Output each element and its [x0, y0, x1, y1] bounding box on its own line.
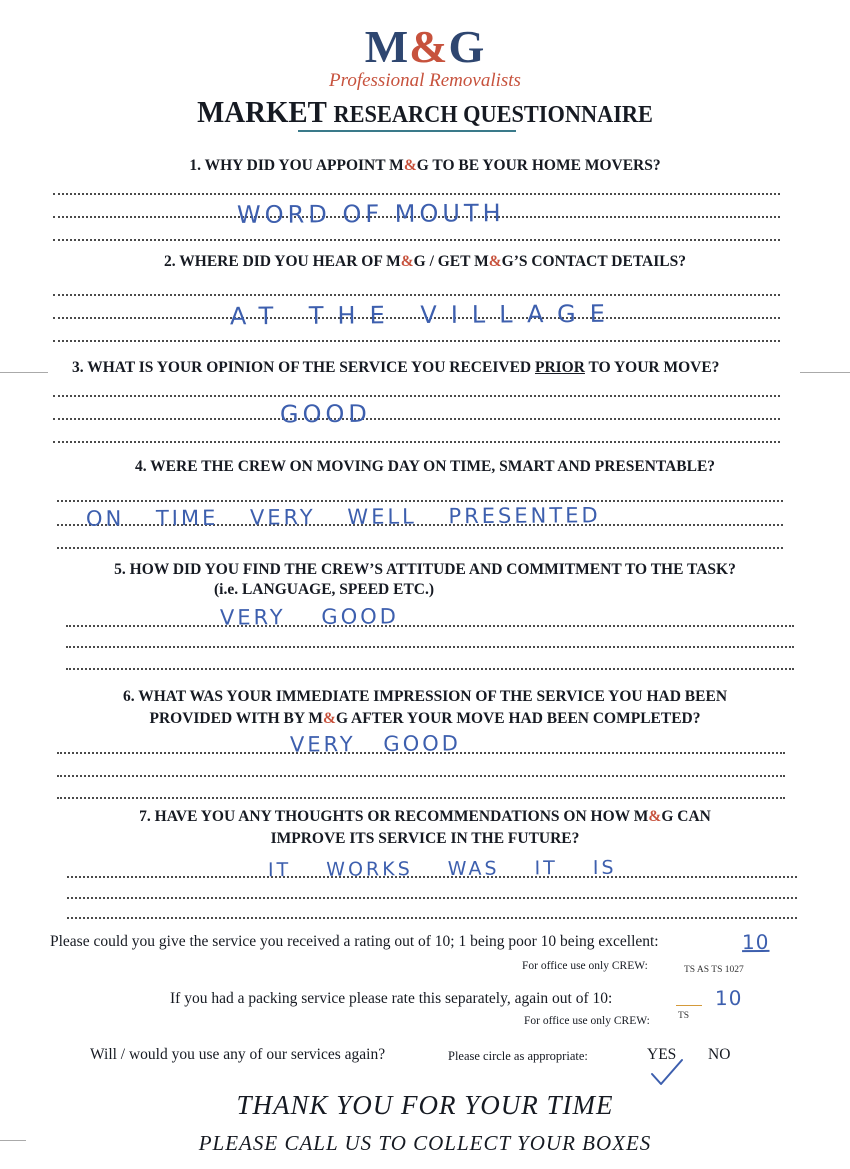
- question-7: 7. HAVE YOU ANY THOUGHTS OR RECOMMENDATIONS ON HOW M&G CAN: [139, 808, 711, 825]
- question-1: 1. WHY DID YOU APPOINT M&G TO BE YOUR HOME MOVERS?: [189, 157, 661, 174]
- question-6: 6. WHAT WAS YOUR IMMEDIATE IMPRESSION OF THE SERVICE YOU HAD BEEN: [122, 688, 728, 705]
- question-3: 3. WHAT IS YOUR OPINION OF THE SERVICE YOU RECEIVED PRIOR TO YOUR MOVE?: [72, 359, 720, 376]
- answer-line: [53, 193, 780, 195]
- check-mark-icon: [648, 1058, 688, 1088]
- reuse-yes-option[interactable]: YES: [647, 1046, 677, 1063]
- packing-rating-underline: [676, 1005, 702, 1006]
- answer-5[interactable]: VERY GOOD: [219, 604, 399, 630]
- answer-line: [57, 775, 785, 777]
- reuse-instruction: Please circle as appropriate:: [448, 1049, 588, 1063]
- answer-line: [53, 441, 780, 443]
- question-2: 2. WHERE DID YOU HEAR OF M&G / GET M&G’S CONTACT DETAILS?: [164, 253, 686, 270]
- answer-line: [53, 395, 780, 397]
- company-logo: M&G: [364, 21, 486, 72]
- scan-artifact-line: [0, 372, 48, 373]
- answer-line: [66, 668, 794, 670]
- answer-2[interactable]: AT THE VILLAGE: [229, 299, 619, 331]
- answer-3[interactable]: GOOD: [279, 399, 371, 429]
- answer-7[interactable]: IT WORKS WAS IT IS: [267, 856, 617, 882]
- office-use-label-2: For office use only CREW:: [524, 1015, 650, 1027]
- answer-line: [67, 897, 797, 899]
- reuse-no-option[interactable]: NO: [708, 1046, 731, 1063]
- answer-line: [53, 239, 780, 241]
- question-6-line2: PROVIDED WITH BY M&G AFTER YOUR MOVE HAD BEEN COMPLETED?: [149, 710, 701, 727]
- answer-line: [57, 547, 783, 549]
- office-use-value-2: TS: [678, 1011, 690, 1021]
- service-rating-value[interactable]: 10: [741, 929, 770, 955]
- answer-line: [53, 340, 780, 342]
- question-5-subtitle: (i.e. LANGUAGE, SPEED ETC.): [214, 581, 435, 598]
- collect-boxes-message: PLEASE CALL US TO COLLECT YOUR BOXES: [198, 1131, 652, 1155]
- thank-you-message: THANK YOU FOR YOUR TIME: [236, 1090, 614, 1120]
- answer-6[interactable]: VERY GOOD: [289, 731, 461, 757]
- office-use-value: TS AS TS 1027: [684, 965, 744, 975]
- question-4: 4. WERE THE CREW ON MOVING DAY ON TIME, SMART AND PRESENTABLE?: [134, 458, 716, 475]
- scan-artifact-line: [800, 372, 850, 373]
- title-underline: [298, 130, 516, 132]
- answer-line: [57, 500, 783, 502]
- packing-rating-question: If you had a packing service please rate this separately, again out of 10:: [170, 990, 613, 1007]
- service-rating-question: Please could you give the service you received a rating out of 10; 1 being poor 10 being excellent:: [50, 933, 659, 950]
- answer-4[interactable]: ON TIME VERY WELL PRESENTED: [85, 503, 601, 531]
- packing-rating-value[interactable]: 10: [714, 985, 743, 1011]
- answer-line: [66, 646, 794, 648]
- office-use-label: For office use only CREW:: [522, 960, 648, 972]
- question-7-line2: IMPROVE ITS SERVICE IN THE FUTURE?: [270, 830, 580, 847]
- question-5: 5. HOW DID YOU FIND THE CREW’S ATTITUDE AND COMMITMENT TO THE TASK?: [114, 561, 736, 578]
- answer-1[interactable]: WORD OF MOUTH: [236, 199, 505, 229]
- page-title: MARKET RESEARCH QUESTIONNAIRE: [197, 94, 653, 129]
- answer-line: [53, 294, 780, 296]
- company-tagline: Professional Removalists: [329, 70, 521, 91]
- answer-line: [57, 797, 785, 799]
- answer-line: [53, 418, 780, 420]
- answer-line: [66, 625, 794, 627]
- reuse-question: Will / would you use any of our services again?: [90, 1046, 386, 1063]
- answer-line: [67, 917, 797, 919]
